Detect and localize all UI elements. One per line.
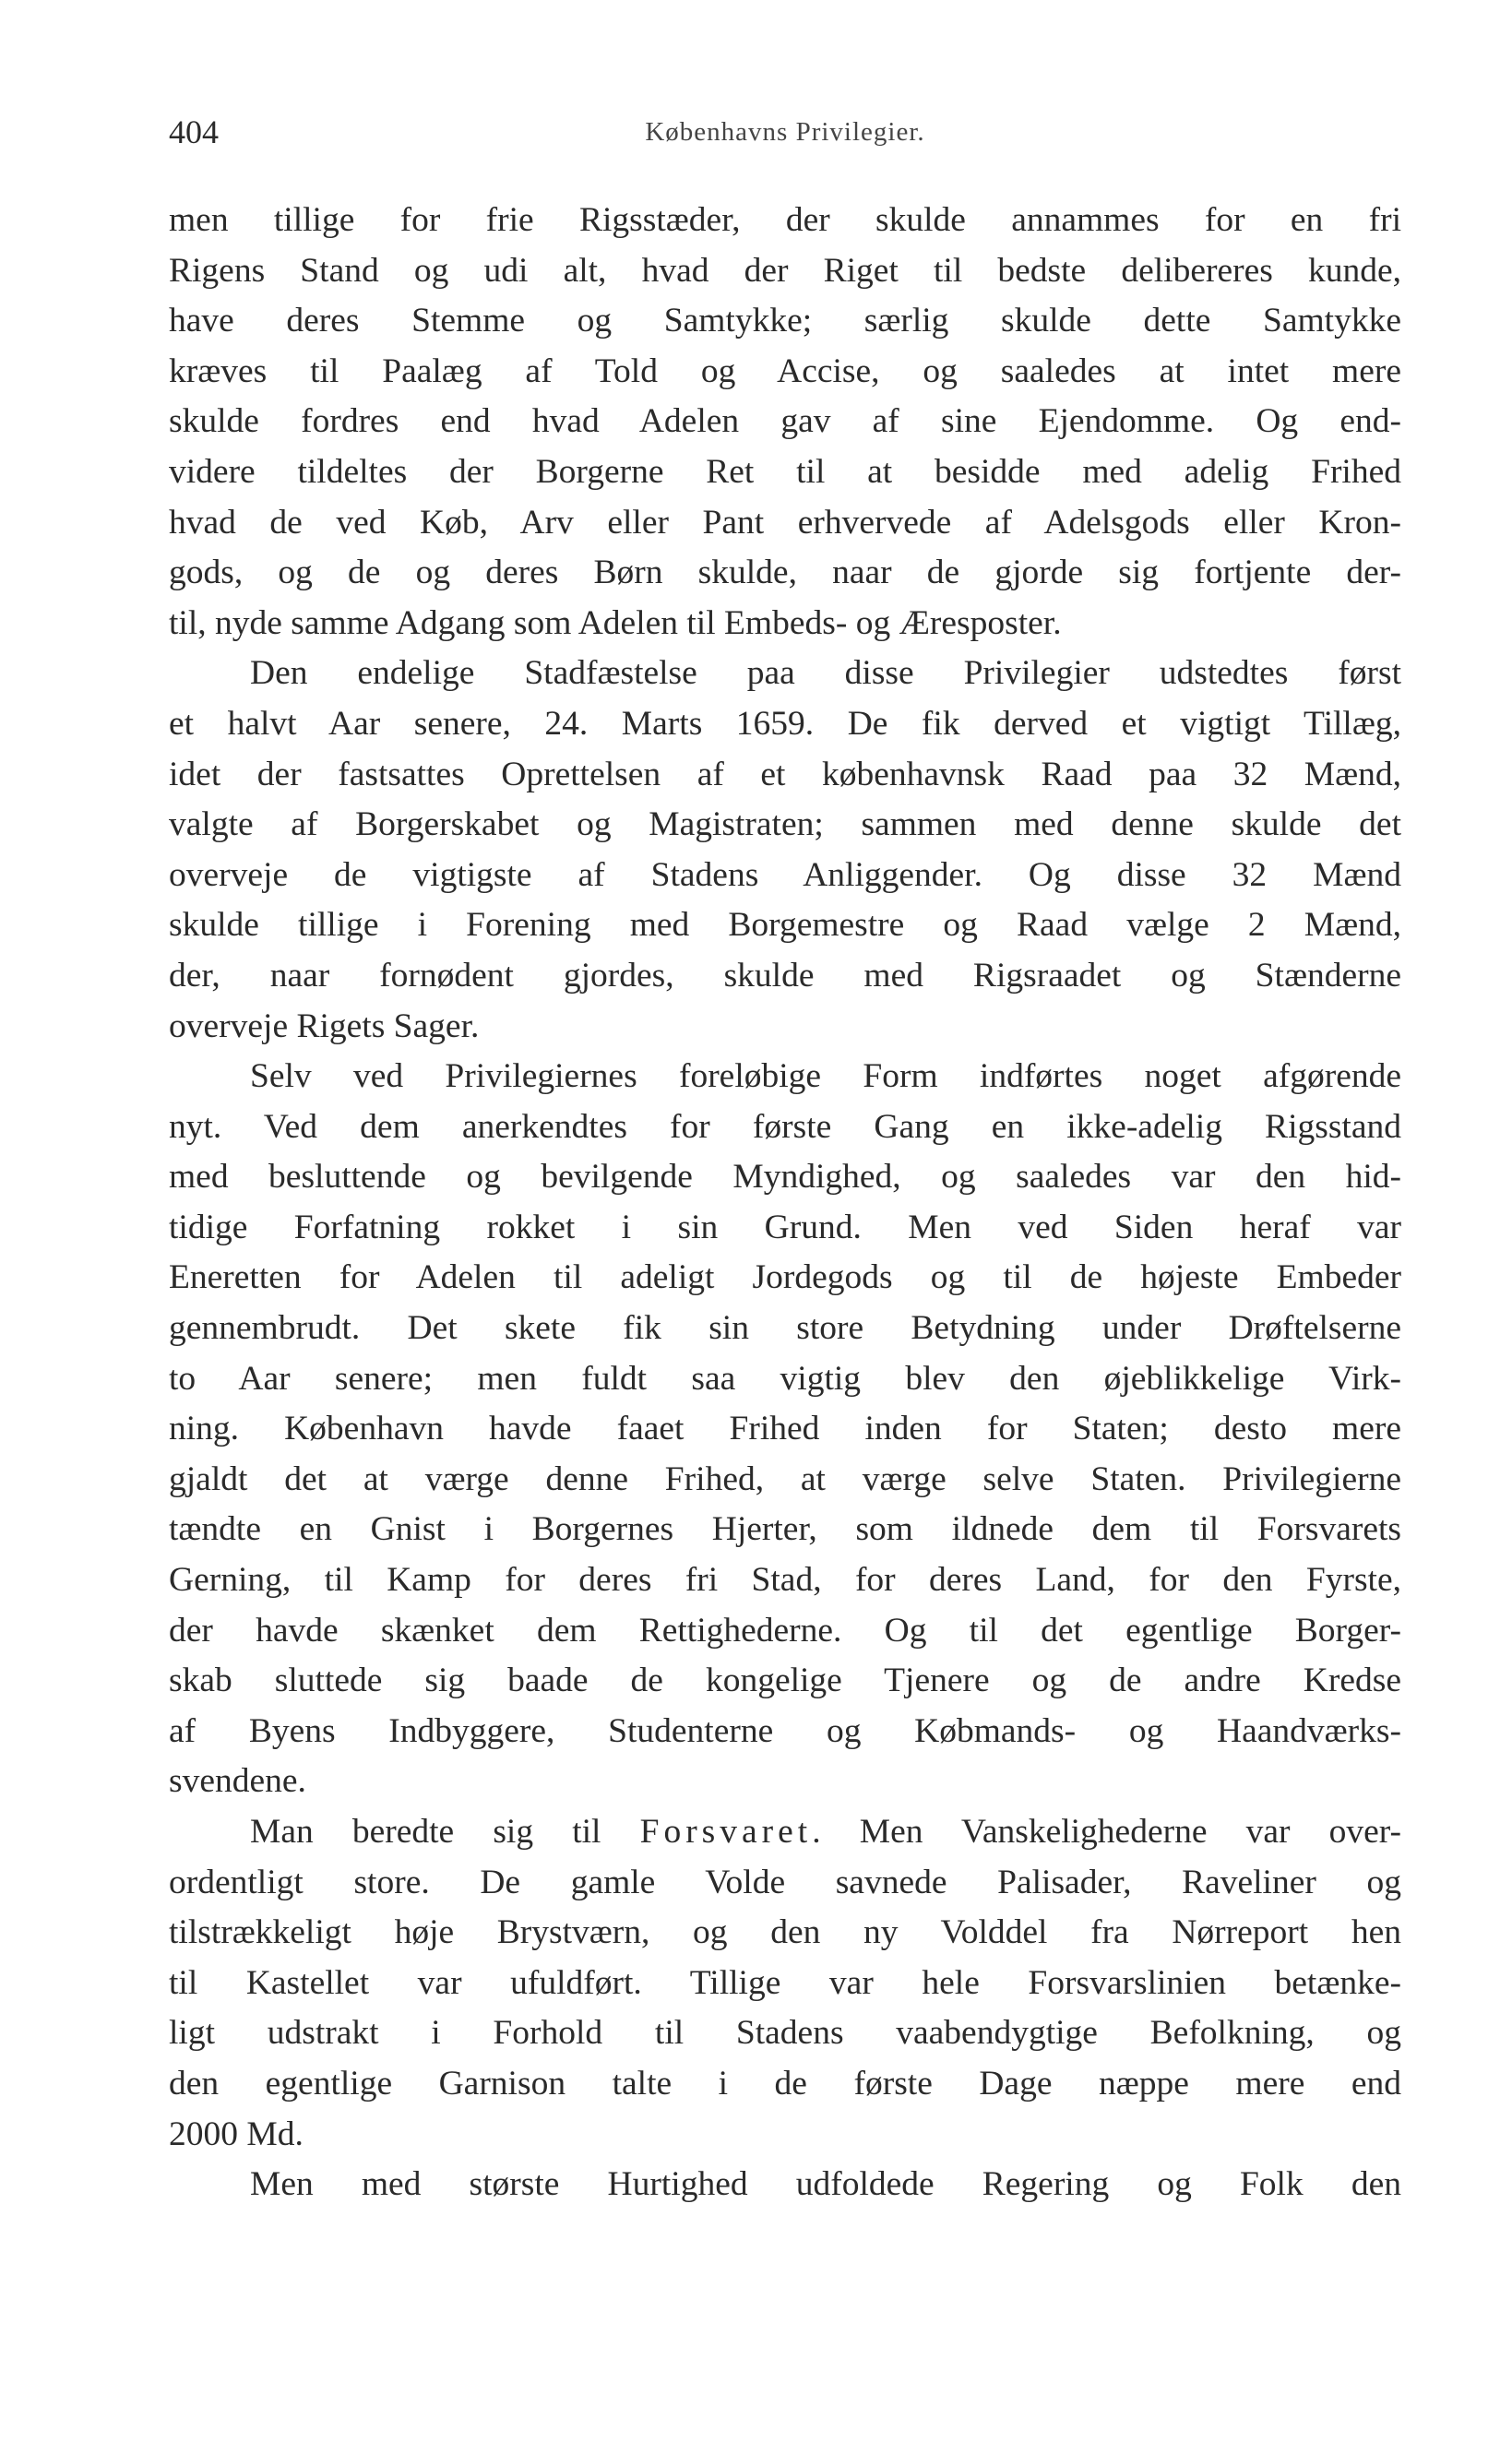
text-line: overveje de vigtigste af Stadens Anliggender. Og disse 32 Mænd — [169, 855, 1401, 894]
text-line: den egentlige Garnison talte i de første Dage næppe mere end — [169, 2064, 1401, 2103]
body-text — [169, 196, 1401, 2210]
text-line: med besluttende og bevilgende Myndighed, og saaledes var den hid- — [169, 1158, 1401, 1197]
text-line: Men med største Hurtighed udfoldede Regering og Folk den — [250, 2165, 1401, 2204]
text-line: tidige Forfatning rokket i sin Grund. Men ved Siden heraf var — [169, 1208, 1401, 1246]
paragraph-1 — [169, 196, 1401, 649]
text-fragment: Man beredte sig til — [250, 1813, 640, 1851]
text-line: ning. København havde faaet Frihed inden for Staten; desto mere — [169, 1410, 1401, 1448]
text-line: der, naar fornødent gjordes, skulde med Rigsraadet og Stænderne — [169, 956, 1401, 995]
text-line: nyt. Ved dem anerkendtes for første Gang en ikke-adelig Rigsstand — [169, 1107, 1401, 1146]
text-line: skulde tillige i Forening med Borgemestre og Raad vælge 2 Mænd, — [169, 906, 1401, 945]
text-line: gjaldt det at værge denne Frihed, at værge selve Staten. Privilegierne — [169, 1459, 1401, 1498]
text-line: Den endelige Stadfæstelse paa disse Privilegier udstedtes først — [250, 654, 1401, 693]
text-line: hvad de ved Køb, Arv eller Pant erhvervede af Adelsgods eller Kron- — [169, 503, 1401, 542]
text-line: til, nyde samme Adgang som Adelen til Embeds- og Æresposter. — [169, 603, 1062, 642]
paragraph-4 — [169, 1807, 1401, 2160]
text-line: idet der fastsattes Oprettelsen af et københavnsk Raad paa 32 Mænd, — [169, 755, 1401, 793]
page-number: 404 — [169, 113, 219, 150]
text-line: der havde skænket dem Rettighederne. Og til det egentlige Borger- — [169, 1611, 1401, 1650]
text-line: kræves til Paalæg af Told og Accise, og saaledes at intet mere — [169, 351, 1401, 390]
emphasized-word: Forsvaret — [639, 1813, 813, 1851]
text-line: af Byens Indbyggere, Studenterne og Købmands- og Haandværks- — [169, 1711, 1401, 1750]
text-line: Eneretten for Adelen til adeligt Jordegods og til de højeste Embeder — [169, 1258, 1401, 1297]
text-line: men tillige for frie Rigsstæder, der skulde annammes for en fri — [169, 201, 1401, 239]
text-line: skulde fordres end hvad Adelen gav af sine Ejendomme. Og end- — [169, 402, 1401, 441]
paragraph-3 — [169, 1052, 1401, 1807]
text-line: til Kastellet var ufuldført. Tillige var hele Forsvarslinien betænke- — [169, 1963, 1401, 2002]
text-line: svendene. — [169, 1762, 306, 1801]
text-fragment: . Men Vanskelighederne var over- — [812, 1813, 1401, 1851]
text-line: ordentligt store. De gamle Volde savnede Palisader, Raveliner og — [169, 1863, 1401, 1901]
text-line: overveje Rigets Sager. — [169, 1007, 480, 1045]
text-line: Gerning, til Kamp for deres fri Stad, for deres Land, for den Fyrste, — [169, 1561, 1401, 1600]
text-line: et halvt Aar senere, 24. Marts 1659. De fik derved et vigtigt Tillæg, — [169, 704, 1401, 743]
text-line: valgte af Borgerskabet og Magistraten; sammen med denne skulde det — [169, 805, 1401, 844]
text-line: skab sluttede sig baade de kongelige Tjenere og de andre Kredse — [169, 1662, 1401, 1700]
paragraph-5 — [169, 2160, 1401, 2210]
running-title: Københavns Privilegier. — [645, 117, 925, 147]
text-line: have deres Stemme og Samtykke; særlig skulde dette Samtykke — [169, 302, 1401, 340]
running-head — [169, 109, 1401, 155]
text-line: Selv ved Privilegiernes foreløbige Form indførtes noget afgørende — [250, 1057, 1401, 1096]
text-line — [169, 1807, 1401, 1858]
text-line: gennembrudt. Det skete fik sin store Betydning under Drøftelserne — [169, 1309, 1401, 1348]
paragraph-2 — [169, 649, 1401, 1052]
text-line: to Aar senere; men fuldt saa vigtig blev den øjeblikkelige Virk- — [169, 1359, 1401, 1398]
text-line: tilstrækkeligt høje Brystværn, og den ny Volddel fra Nørreport hen — [169, 1913, 1401, 1952]
text-line: videre tildeltes der Borgerne Ret til at besidde med adelig Frihed — [169, 452, 1401, 491]
text-line: gods, og de og deres Børn skulde, naar de gjorde sig fortjente der- — [169, 554, 1401, 592]
text-line: 2000 Md. — [169, 2114, 304, 2153]
text-line: tændte en Gnist i Borgernes Hjerter, som ildnede dem til Forsvarets — [169, 1510, 1401, 1549]
text-line: ligt udstrakt i Forhold til Stadens vaabendygtige Befolkning, og — [169, 2014, 1401, 2053]
text-line: Rigens Stand og udi alt, hvad der Riget til bedste delibereres kunde, — [169, 251, 1401, 290]
